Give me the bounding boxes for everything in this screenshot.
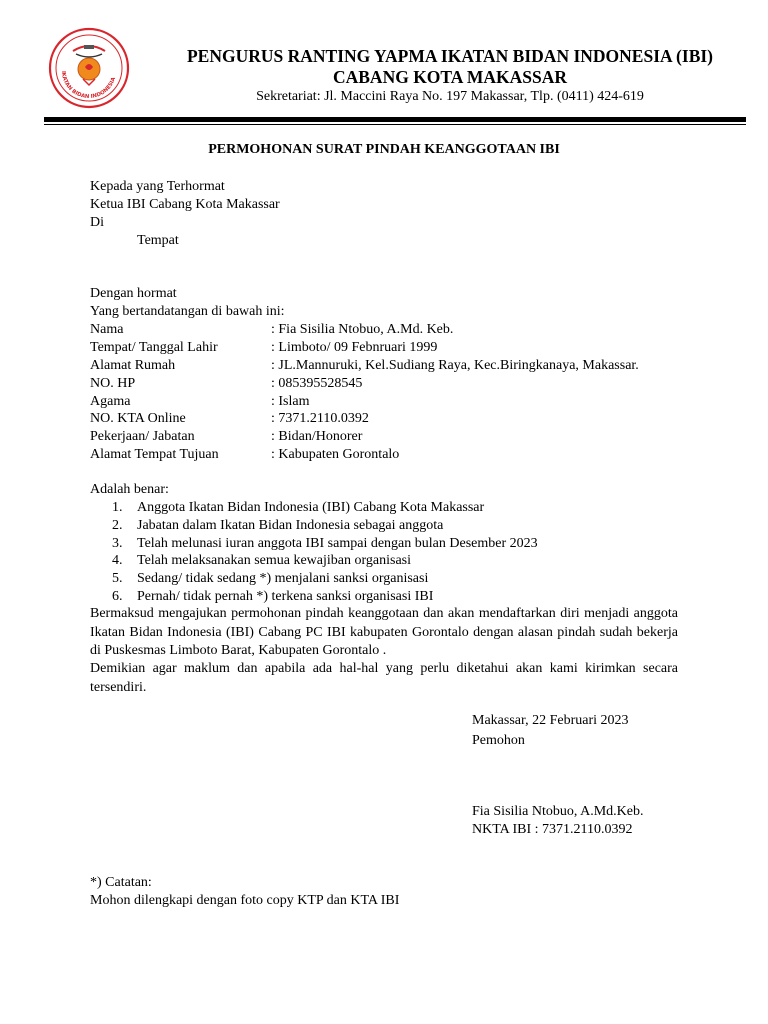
org-address: Sekretariat: Jl. Maccini Raya No. 197 Makassar, Tlp. (0411) 424-619: [256, 89, 644, 104]
field-value: : Kabupaten Gorontalo: [271, 447, 400, 462]
intro: Yang bertandatangan di bawah ini:: [90, 304, 285, 319]
list-item: Telah melunasi iuran anggota IBI sampai dengan bulan Desember 2023: [137, 536, 538, 551]
recipient-line: Kepada yang Terhormat: [90, 179, 225, 194]
field-label: Nama: [90, 322, 124, 337]
list-number: 5.: [112, 571, 123, 586]
list-number: 3.: [112, 536, 123, 551]
list-item: Pernah/ tidak pernah *) terkena sanksi organisasi IBI: [137, 589, 434, 604]
recipient-place: Tempat: [137, 233, 179, 248]
ibi-logo: [48, 27, 130, 109]
list-number: 2.: [112, 518, 123, 533]
header-rule-thick: [44, 117, 746, 122]
closing-paragraph: Demikian agar maklum dan apabila ada hal-hal yang perlu diketahui akan kami kirimkan secara tersendiri.: [90, 661, 678, 695]
field-value: : Limboto/ 09 Febnruari 1999: [271, 340, 438, 355]
org-name: PENGURUS RANTING YAPMA IKATAN BIDAN INDONESIA (IBI): [186, 46, 714, 66]
field-label: Alamat Rumah: [90, 358, 176, 373]
note-label: *) Catatan:: [90, 875, 152, 890]
list-number: 4.: [112, 553, 123, 568]
field-value: : Bidan/Honorer: [271, 429, 363, 444]
list-item: Telah melaksanakan semua kewajiban organisasi: [137, 553, 411, 568]
field-label: Tempat/ Tanggal Lahir: [90, 340, 218, 355]
signature-name: Fia Sisilia Ntobuo, A.Md.Keb.: [472, 804, 644, 819]
list-number: 1.: [112, 500, 123, 515]
letter-title: PERMOHONAN SURAT PINDAH KEANGGOTAAN IBI: [208, 142, 560, 157]
body-paragraph: Bermaksud mengajukan permohonan pindah keanggotaan dan akan mendaftarkan diri menjadi anggota Ikatan Bidan Indonesia (IBI) Cabang PC IBI kabupaten Gorontalo dengan alasan pindah sudah bekerja di Puskesmas Limboto Barat, Kabupaten Gorontalo .: [90, 606, 678, 658]
recipient-line: Di: [90, 215, 104, 230]
signature-role: Pemohon: [472, 733, 525, 748]
note-text: Mohon dilengkapi dengan foto copy KTP dan KTA IBI: [90, 893, 400, 908]
list-intro: Adalah benar:: [90, 482, 169, 497]
field-value: : 085395528545: [271, 376, 363, 391]
signature-place-date: Makassar, 22 Februari 2023: [472, 713, 629, 728]
list-number: 6.: [112, 589, 123, 604]
field-label: Agama: [90, 394, 131, 409]
svg-text:IKATAN BIDAN INDONESIA: IKATAN BIDAN INDONESIA: [59, 70, 118, 101]
field-value: : Fia Sisilia Ntobuo, A.Md. Keb.: [271, 322, 454, 337]
list-item: Jabatan dalam Ikatan Bidan Indonesia sebagai anggota: [137, 518, 444, 533]
signature-nkta: NKTA IBI : 7371.2110.0392: [472, 822, 633, 837]
field-value: : 7371.2110.0392: [271, 411, 369, 426]
org-branch: CABANG KOTA MAKASSAR: [332, 67, 567, 87]
list-item: Sedang/ tidak sedang *) menjalani sanksi organisasi: [137, 571, 429, 586]
greeting: Dengan hormat: [90, 286, 177, 301]
field-label: NO. HP: [90, 376, 136, 391]
header-rule-thin: [44, 124, 746, 125]
field-value: : Islam: [271, 394, 310, 409]
field-label: NO. KTA Online: [90, 411, 186, 426]
recipient-line: Ketua IBI Cabang Kota Makassar: [90, 197, 280, 212]
field-value: : JL.Mannuruki, Kel.Sudiang Raya, Kec.Biringkanaya, Makassar.: [271, 358, 639, 373]
list-item: Anggota Ikatan Bidan Indonesia (IBI) Cabang Kota Makassar: [137, 500, 485, 515]
field-label: Pekerjaan/ Jabatan: [90, 429, 195, 444]
field-label: Alamat Tempat Tujuan: [90, 447, 219, 462]
